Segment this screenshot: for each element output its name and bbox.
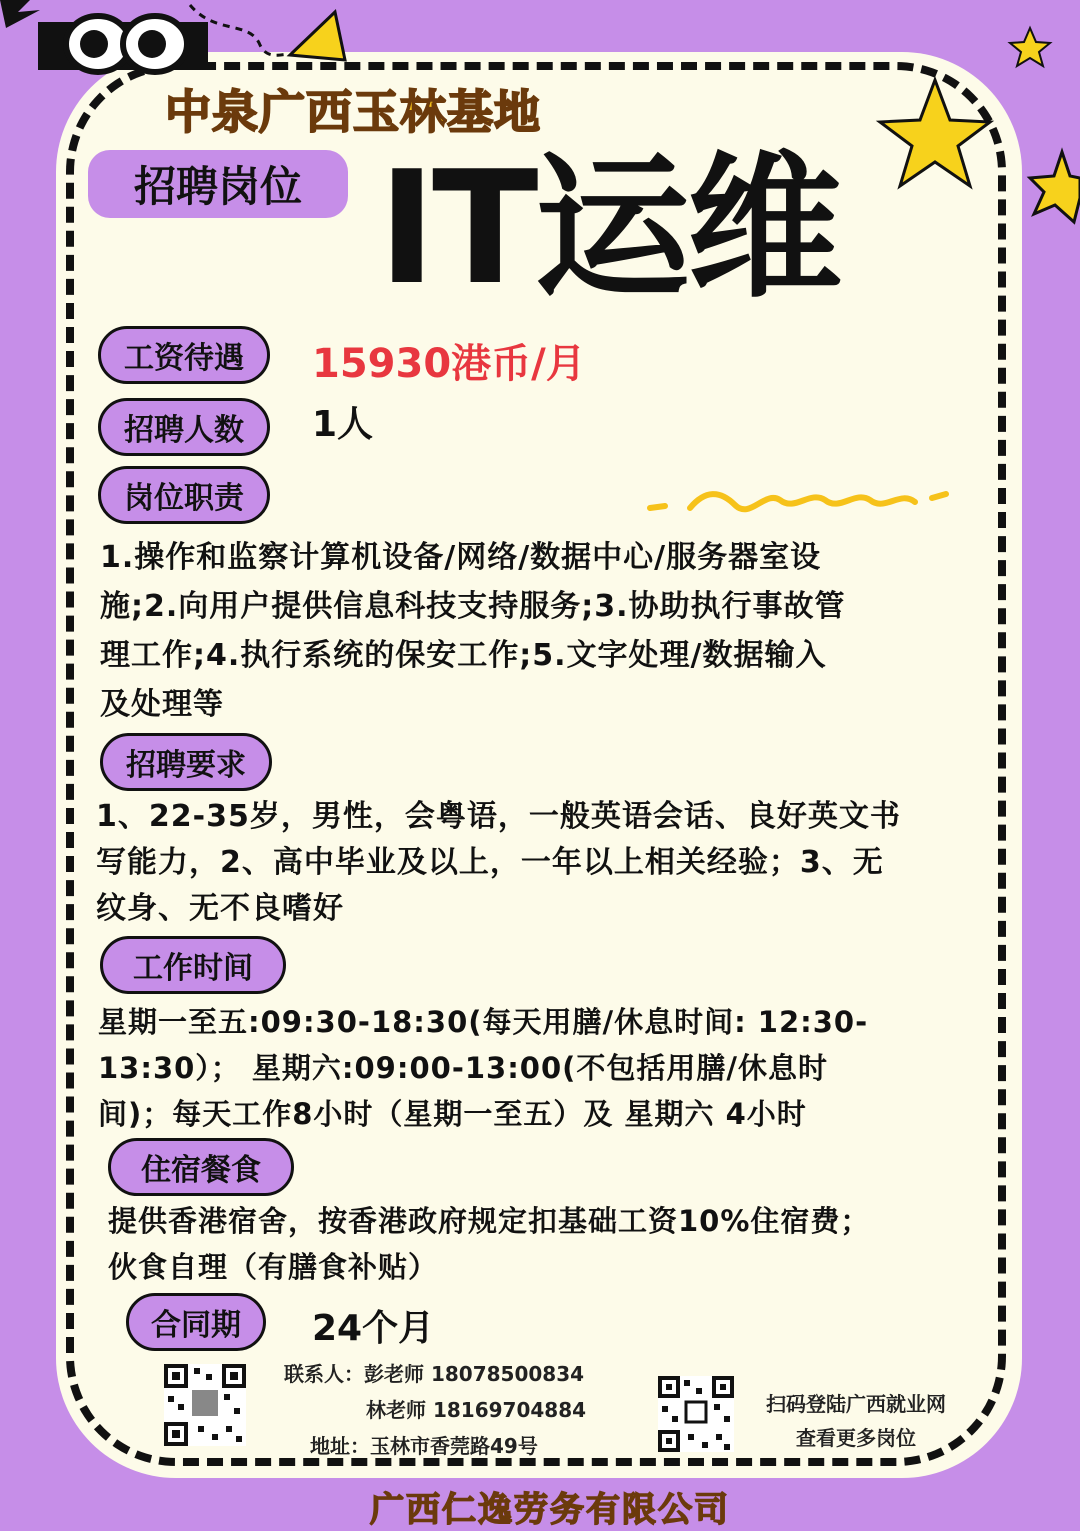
hours-text bbox=[98, 999, 868, 1137]
contact-person-2: 林老师 18169704884 bbox=[366, 1398, 587, 1422]
duties-text bbox=[100, 533, 846, 729]
contract-value: 24个月 bbox=[312, 1308, 435, 1349]
lodging-line: 提供香港宿舍，按香港政府规定扣基础工资10%住宿费； bbox=[108, 1204, 871, 1238]
organization-title: 中泉广西玉林基地 bbox=[165, 85, 541, 139]
position-title: IT运维 bbox=[378, 137, 839, 319]
lodging-text bbox=[108, 1198, 870, 1290]
star-icon bbox=[1030, 152, 1080, 222]
requirements-text bbox=[96, 794, 901, 932]
salary-label: 工资待遇 bbox=[98, 326, 270, 384]
headcount-value: 1人 bbox=[312, 404, 374, 445]
lodging-label: 住宿餐食 bbox=[108, 1138, 294, 1196]
duties-line: 施;2.向用户提供信息科技支持服务;3.协助执行事故管 bbox=[100, 589, 846, 624]
hours-line: 间)；每天工作8小时（星期一至五）及 星期六 4小时 bbox=[98, 1097, 807, 1131]
salary-value: 15930港币/月 bbox=[312, 341, 586, 387]
qr-code-website-icon bbox=[658, 1376, 734, 1452]
star-icon bbox=[880, 80, 990, 186]
qr-code-contact-icon bbox=[164, 1364, 246, 1446]
scan-hint-2: 查看更多岗位 bbox=[796, 1426, 916, 1450]
lodging-line: 伙食自理（有膳食补贴） bbox=[108, 1250, 439, 1284]
hours-label: 工作时间 bbox=[100, 936, 286, 994]
requirements-label: 招聘要求 bbox=[100, 733, 272, 791]
hours-line: 星期一至五:09:30-18:30(每天用膳/休息时间: 12:30- bbox=[98, 1005, 869, 1039]
address: 地址：玉林市香莞路49号 bbox=[310, 1434, 538, 1458]
contact-person-1: 联系人：彭老师 18078500834 bbox=[284, 1362, 585, 1386]
duties-line: 1.操作和监察计算机设备/网络/数据中心/服务器室设 bbox=[100, 540, 822, 575]
star-icon bbox=[1010, 28, 1050, 66]
requirements-line: 纹身、无不良嗜好 bbox=[96, 891, 344, 926]
requirements-line: 1、22-35岁，男性，会粤语，一般英语会话、良好英文书 bbox=[96, 799, 901, 834]
duties-line: 理工作;4.执行系统的保安工作;5.文字处理/数据输入 bbox=[100, 638, 827, 673]
eyes-icon bbox=[0, 0, 208, 72]
hours-line: 13:30）； 星期六:09:00-13:00(不包括用膳/休息时 bbox=[98, 1051, 829, 1085]
duties-line: 及处理等 bbox=[100, 687, 224, 722]
squiggle-icon bbox=[650, 494, 946, 509]
paper-plane-icon bbox=[190, 5, 345, 60]
requirements-line: 写能力，2、高中毕业及以上，一年以上相关经验；3、无 bbox=[96, 845, 884, 880]
recruit-position-badge: 招聘岗位 bbox=[88, 150, 348, 218]
duties-label: 岗位职责 bbox=[98, 466, 270, 524]
scan-hint-1: 扫码登陆广西就业网 bbox=[766, 1392, 946, 1416]
headcount-label: 招聘人数 bbox=[98, 398, 270, 456]
company-name: 广西仁逸劳务有限公司 bbox=[370, 1490, 730, 1530]
contract-label: 合同期 bbox=[126, 1293, 266, 1351]
